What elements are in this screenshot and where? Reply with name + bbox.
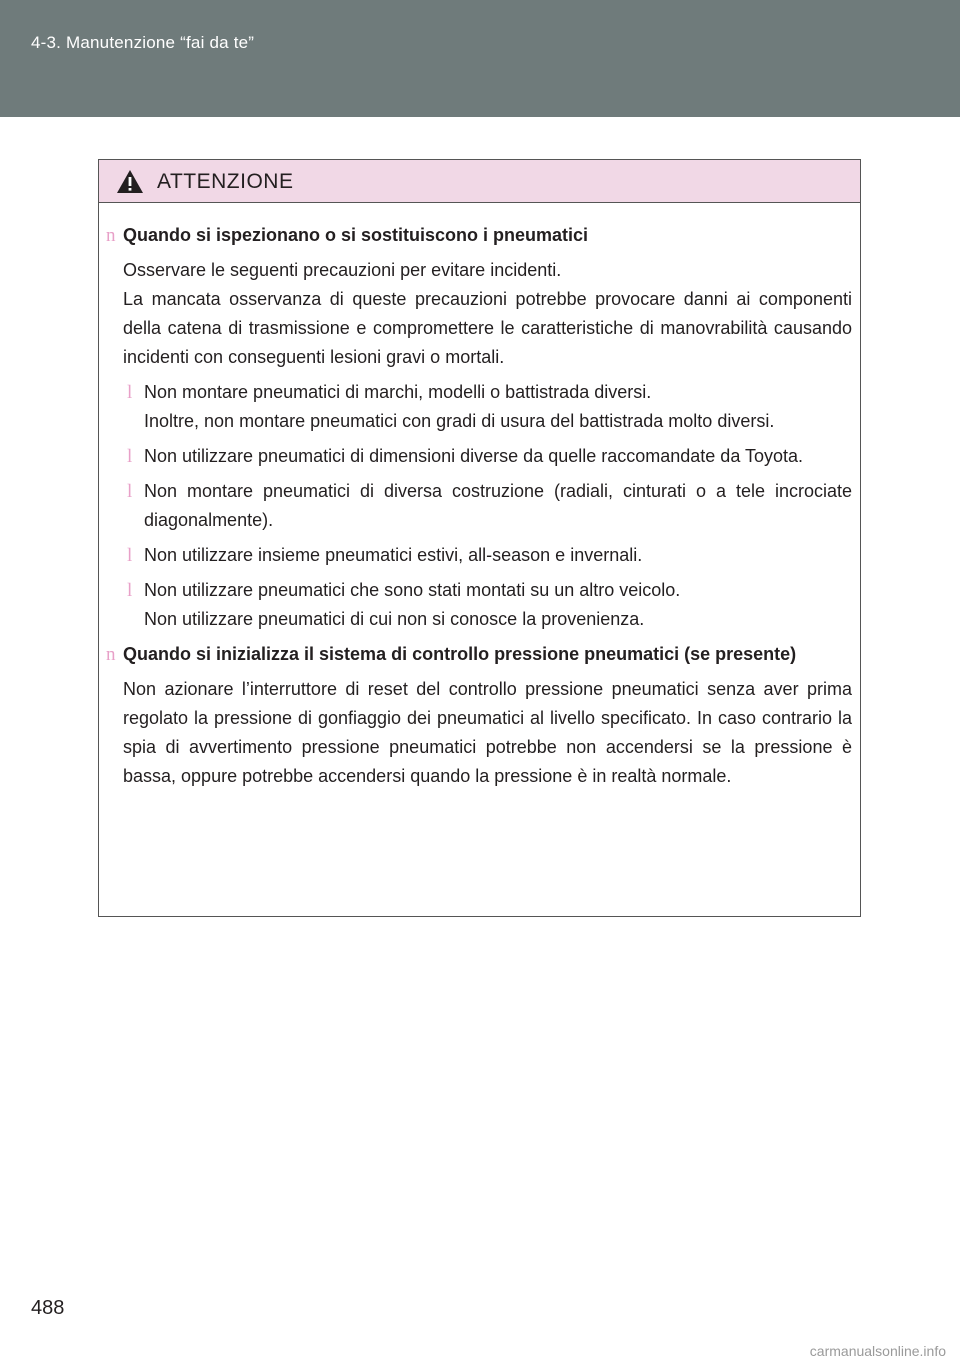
bullet-text: Non montare pneumatici di marchi, modelli o battistrada diversi. <box>144 382 652 402</box>
warning-triangle-icon <box>116 169 144 194</box>
watermark: carmanualsonline.info <box>809 1343 946 1359</box>
section-heading <box>106 221 852 250</box>
bullet-marker: l <box>127 481 133 502</box>
bullet-text: Non utilizzare pneumatici che sono stati montati su un altro veicolo. <box>144 580 681 600</box>
section-marker: n <box>106 644 116 665</box>
bullet-text: Non montare pneumatici di diversa costruzione (radiali, cinturati o a tele incrociate diagonalmente). <box>144 481 852 530</box>
warning-header <box>99 160 860 203</box>
bullet-marker: l <box>127 580 133 601</box>
page-number: 488 <box>31 1297 65 1319</box>
paragraph-line: Non azionare l’interruttore di reset del controllo pressione pneumatici senza aver prima regolato la pressione di gonfiaggio dei pneumatici al livello specificato. In caso contrario la spia di avvertimento pressione pneumatici potrebbe non accendersi se la pressione è bassa, oppure potrebbe accendersi quando la pressione è in realtà normale. <box>123 679 852 786</box>
paragraph-line: La mancata osservanza di queste precauzioni potrebbe provocare danni ai componenti della catena di trasmissione e compromettere le caratteristiche di manovrabilità causando incidenti con conseguenti lesioni gravi o mortali. <box>123 289 852 367</box>
section-heading <box>106 640 852 669</box>
paragraph <box>106 675 852 791</box>
paragraph-line: Osservare le seguenti precauzioni per evitare incidenti. <box>123 260 562 280</box>
bullet-marker: l <box>127 382 133 403</box>
bullet-text: Non utilizzare insieme pneumatici estivi, all-season e invernali. <box>144 545 643 565</box>
paragraph <box>106 256 852 372</box>
warning-title: ATTENZIONE <box>157 170 294 193</box>
bullet-marker: l <box>127 446 133 467</box>
section-title: 4-3. Manutenzione “fai da te” <box>31 33 255 52</box>
warning-body <box>99 203 860 791</box>
header-band <box>0 0 960 117</box>
bullet-text: Inoltre, non montare pneumatici con gradi di usura del battistrada molto diversi. <box>144 411 775 431</box>
bullet-text: Non utilizzare pneumatici di cui non si conosce la provenienza. <box>144 609 645 629</box>
bullet-marker: l <box>127 545 133 566</box>
section-heading-text: Quando si ispezionano o si sostituiscono i pneumatici <box>123 225 589 245</box>
section-marker: n <box>106 225 116 246</box>
warning-box <box>98 159 861 917</box>
bullet-item <box>106 541 852 570</box>
bullet-text: Non utilizzare pneumatici di dimensioni diverse da quelle raccomandate da Toyota. <box>144 446 804 466</box>
section-heading-text: Quando si inizializza il sistema di controllo pressione pneumatici (se presente) <box>123 644 797 664</box>
bullet-item <box>106 442 852 471</box>
bullet-item <box>106 477 852 535</box>
bullet-item <box>106 576 852 634</box>
bullet-item <box>106 378 852 436</box>
